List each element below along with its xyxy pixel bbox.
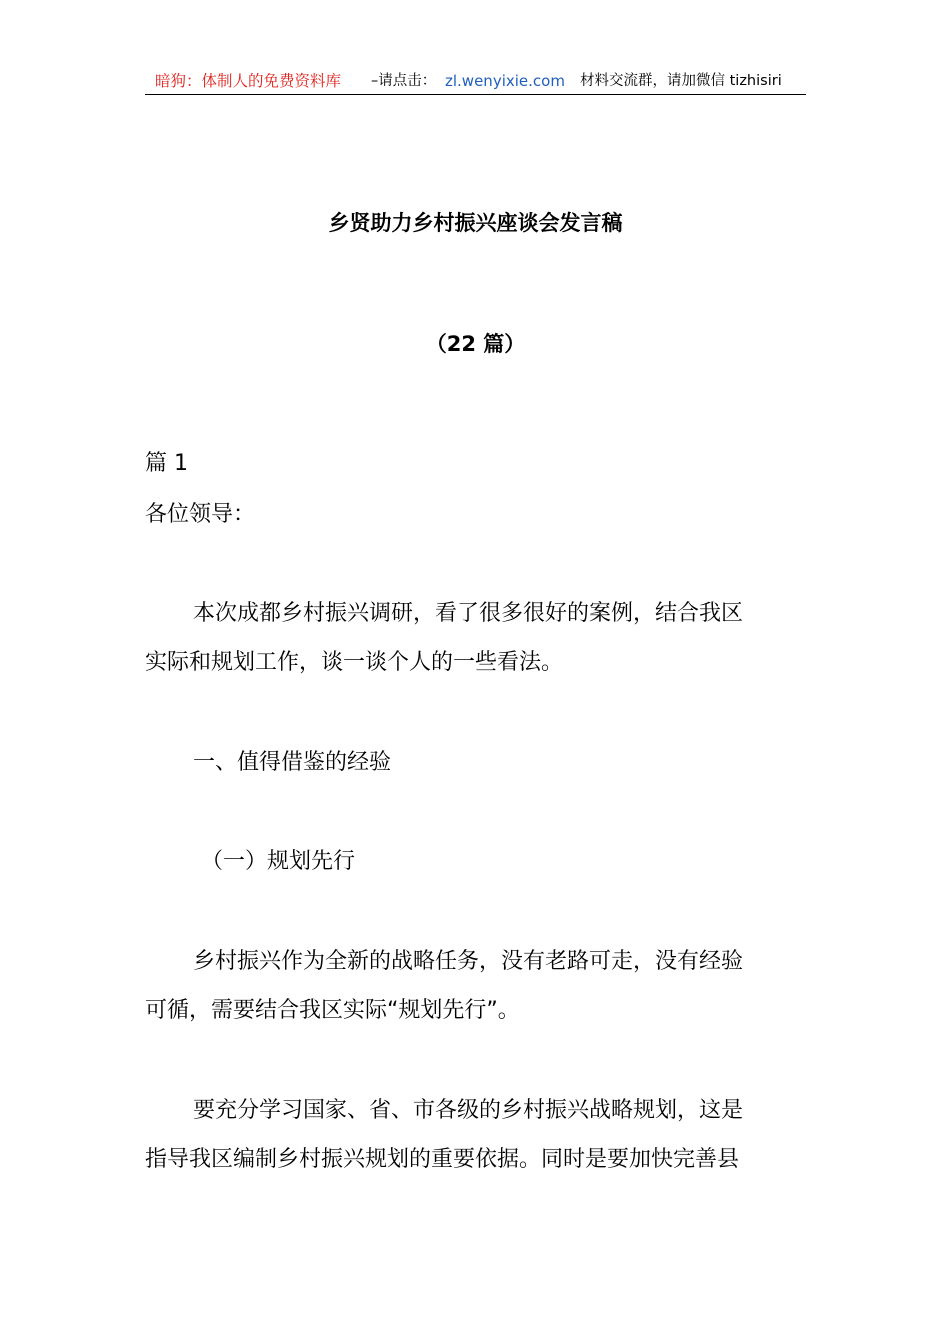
header-website-link[interactable]: zl.wenyixie.com [445,72,565,90]
greeting: 各位领导： [145,502,256,527]
header-brand-text: 暗狗：体制人的免费资料库 [155,72,342,90]
paragraph-3 [145,1095,806,1193]
section-heading-1: 一、值得借鉴的经验 [193,750,392,775]
document-title: 乡贤助力乡村振兴座谈会发言稿 [328,211,623,235]
paragraph-1-line-2: 实际和规划工作，谈一谈个人的一些看法。 [145,650,564,675]
document-subtitle: （22 篇） [425,332,526,356]
page-header [145,70,806,95]
header-click-label: –请点击： [371,73,437,89]
paragraph-2-line-1: 乡村振兴作为全新的战略任务，没有老路可走，没有经验 [193,949,744,974]
paragraph-1-line-1: 本次成都乡村振兴调研，看了很多很好的案例，结合我区 [193,601,744,626]
paragraph-2-line-2: 可循，需要结合我区实际“规划先行”。 [145,998,520,1023]
paragraph-2 [145,946,806,1044]
header-group-text: 材料交流群，请加微信 tizhisiri [580,73,782,89]
section-heading-2: （一）规划先行 [201,849,356,874]
paragraph-3-line-1: 要充分学习国家、省、市各级的乡村振兴战略规划，这是 [193,1098,744,1123]
paragraph-1 [145,598,806,696]
article-label: 篇 1 [145,451,188,476]
paragraph-3-line-2: 指导我区编制乡村振兴规划的重要依据。同时是要加快完善县 [145,1147,740,1172]
